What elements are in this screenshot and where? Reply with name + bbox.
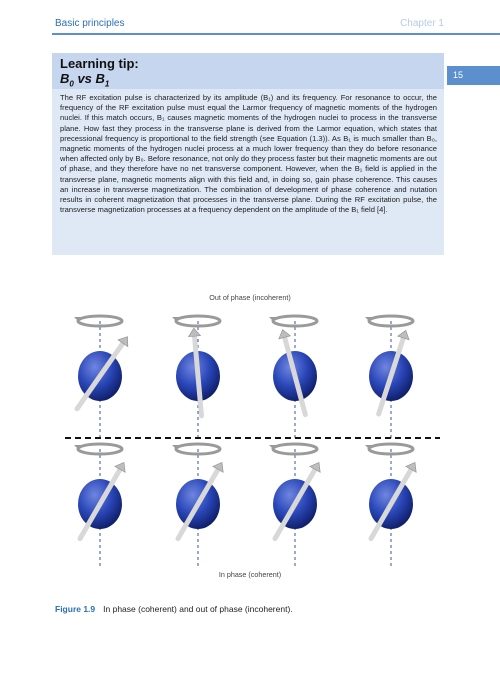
page-header (0, 0, 500, 40)
caption-text: In phase (coherent) and out of phase (incoherent). (103, 604, 293, 614)
proton-coherent-4 (365, 444, 416, 566)
caption-number: Figure 1.9 (55, 604, 96, 614)
subtitle-sub-1: 1 (104, 79, 110, 89)
proton-incoherent-2 (172, 316, 220, 438)
learning-tip-box (52, 53, 444, 255)
arrowhead-icon (189, 328, 201, 336)
learning-tip-title: Learning tip: (60, 56, 139, 71)
proton-coherent-1 (74, 444, 125, 566)
proton-coherent-3 (269, 444, 320, 566)
figure-caption (55, 604, 293, 614)
subtitle-b1: B (95, 71, 105, 86)
proton-incoherent-3 (269, 316, 317, 438)
header-rule (52, 33, 500, 35)
learning-tip-header (52, 53, 444, 89)
label-in-phase: In phase (coherent) (218, 570, 282, 579)
page-number: 15 (447, 66, 500, 85)
magnetic-moment-arrow (195, 336, 202, 416)
precession-diagram (55, 304, 445, 584)
proton-incoherent-1 (74, 316, 128, 438)
subtitle-b0: B (60, 71, 70, 86)
subtitle-sub-0: 0 (69, 79, 74, 89)
subtitle-vs: vs (73, 71, 96, 86)
proton-coherent-2 (172, 444, 223, 566)
label-out-of-phase: Out of phase (incoherent) (209, 293, 291, 302)
arrowhead-icon (279, 330, 291, 339)
proton-incoherent-4 (365, 316, 413, 438)
learning-tip-subtitle (60, 71, 109, 89)
chapter-label: Chapter 1 (400, 18, 444, 29)
learning-tip-body: The RF excitation pulse is characterized by its amplitude (B₁) and its frequency. For resonance to occur, the frequency of the RF excitation pulse must equal the Larmor frequency of magnetic moments of the hydrogen nuclei. If this match occurs, B₁ causes magnetic moments of the hydrogen nuclei to process in the transverse plane. How fast they process in the transverse plane is derived from the Larmor equation, which states that precessional frequency is proportional to the field strength (see Equation (1.3)). As B₁ is much smaller than B₀, magnetic moments of the hydrogen nuclei process at a much lower frequency than they do before resonance when affected only by B₀. Before resonance, not only do they process faster but their magnetic moments are out of phase, and they therefore have no net transverse component. However, when the B₁ field is applied in the transverse plane, magnetic moments align with this field and, in doing so, gain phase coherence. This causes an increase in transverse magnetization. The combination of development of phase coherence and nutation results in coherent magnetization that processes in the transverse plane. During the RF excitation pulse, the transverse magnetization processes at a frequency dependent on the amplitude of the B₁ field [4]. (60, 93, 438, 215)
section-title: Basic principles (55, 18, 125, 29)
figure-1-9 (55, 290, 445, 590)
